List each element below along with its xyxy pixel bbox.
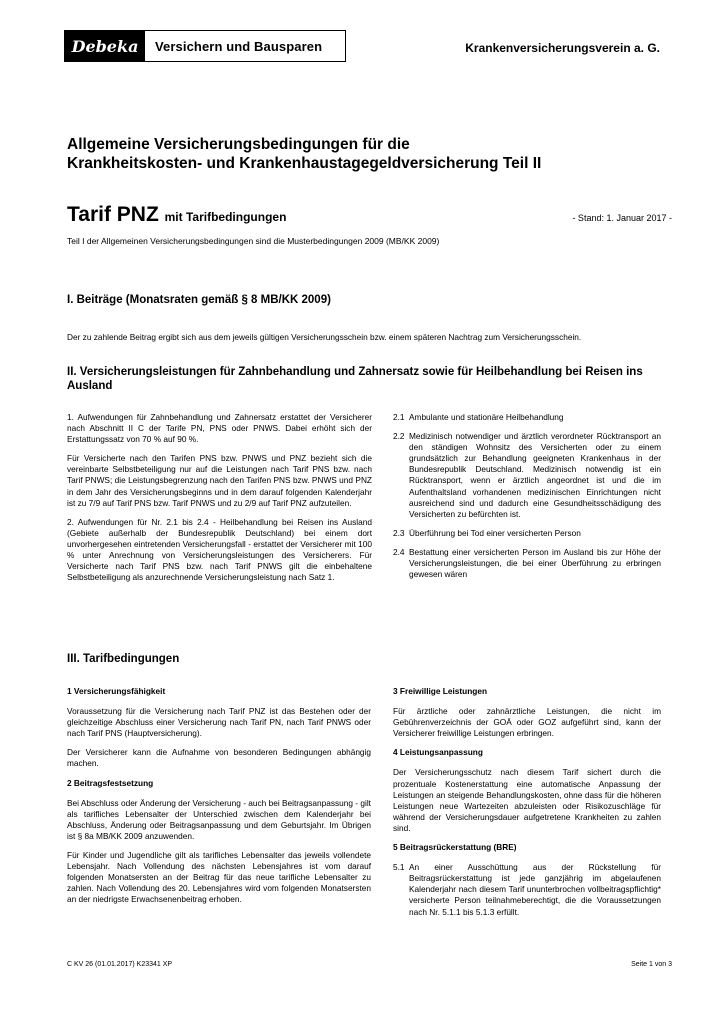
section-3-heading: III. Tarifbedingungen [67, 653, 180, 665]
subsection-heading: 3 Freiwillige Leistungen [393, 686, 488, 696]
item-text: Ambulante und stationäre Heilbehandlung [409, 412, 564, 422]
paragraph: Der Versicherungsschutz nach diesem Tarif sichert durch die prozentuale Kostenerstattung eine automatische Anpassung der Leistungen an steigende Behandlungskosten, ohne dass für die höheren Leistungen neue Wartezeiten abzuleisten oder Risikozuschläge für während der Versicherungsdauer aufgetretene Krankheiten zu zahlen sind. [393, 767, 661, 833]
section-1-text: Der zu zahlende Beitrag ergibt sich aus dem jeweils gültigen Versicherungsschein bzw. einem späteren Nachtrag zum Versicherungsschein. [67, 332, 582, 342]
company-name: Krankenversicherungsverein a. G. [465, 41, 660, 55]
stand-date: - Stand: 1. Januar 2017 - [572, 213, 672, 223]
paragraph: 1. Aufwendungen für Zahnbehandlung und Zahnersatz erstattet der Versicherer nach Abschnitt II C der Tarife PN, PNS oder PNWS. Dabei erhöht sich der Erstattungssatz von 70 % auf 90 %. [67, 412, 372, 445]
section-3-right-column [393, 686, 661, 926]
section-2-left-column [67, 412, 372, 591]
list-item [393, 431, 661, 520]
item-number: 2.3 [393, 527, 405, 538]
company-logo [64, 30, 346, 62]
paragraph: Bei Abschluss oder Änderung der Versicherung - auch bei Beitragsanpassung - gilt als tarifliches Lebensalter der Unterschied zwischen dem Kalenderjahr bei Abschluss, Änderung oder Beitragsanpassung und dem Geburtsjahr. Im Übrigen ist § 8a MB/KK 2009 anzuwenden. [67, 797, 371, 841]
item-text: Bestattung einer versicherten Person im Ausland bis zur Höhe der Versicherungsleistungen, die bei einer Überführung zu erbringen gewesen wären [409, 546, 661, 580]
subsection-heading: 5 Beitragsrückerstattung (BRE) [393, 842, 517, 853]
item-number: 5.1 [393, 862, 405, 873]
tariff-title [67, 203, 286, 227]
paragraph: 2. Aufwendungen für Nr. 2.1 bis 2.4 - Heilbehandlung bei Reisen ins Ausland (Gebiete außerhalb der Bundesrepublik Deutschland) bei einem dort unvorhergesehen eintretenden Versicherungsfall - erstattet der Versicherer mit 100 % unter Anrechnung von Versicherungsleistungen des Versicherers. Für Versicherte nach Tarif PNS bzw. nach Tarif PNWS gilt die einbehaltene Selbstbeteiligung als anzurechnende Versicherungsleistung nach Satz 1. [67, 516, 372, 583]
item-number: 2.1 [393, 412, 405, 422]
paragraph: Für Versicherte nach den Tarifen PNS bzw. PNWS und PNZ bezieht sich die vereinbarte Selbstbeteiligung nur auf die Leistungen nach Tarif PNS bzw. nach Tarif PNWS; die Leistungsbegrenzung nach den Tarifen PNS bzw. PNWS und PNZ in dem Jahr des Versicherungsbeginns und in dem darauf folgenden Kalenderjahr ist zu 7/9 auf Tarif PNS bzw. Tarif PNWS und zu 2/9 auf Tarif PNZ aufzuteilen. [67, 453, 372, 508]
logo-slogan: Versichern und Bausparen [155, 38, 323, 54]
list-item [393, 862, 661, 917]
item-text: An einer Ausschüttung aus der Rückstellung für Beitragsrückerstattung ist jede ganzjährig im abgelaufenen Kalenderjahr nach diesem Tarif ununterbrochen vollbeitragspflichtig* versicherte Person teilnahmeberechtigt, die die Voraussetzungen nach Nr. 5.1.1 bis 5.1.3 erfüllt. [409, 862, 661, 917]
item-number: 2.4 [393, 546, 405, 557]
section-3-left-column [67, 686, 371, 914]
subsection-heading: 2 Beitragsfestsetzung [67, 777, 154, 788]
item-number: 2.2 [393, 431, 405, 442]
tariff-suffix: mit Tarifbedingungen [164, 210, 287, 224]
subsection-heading: 4 Leistungsanpassung [393, 747, 483, 758]
list-item [393, 412, 661, 423]
paragraph: Der Versicherer kann die Aufnahme von besonderen Bedingungen abhängig machen. [67, 747, 371, 769]
document-title-line-2: Krankheitskosten- und Krankenhaustagegeldversicherung Teil II [67, 155, 542, 172]
tariff-name: Tarif PNZ [67, 203, 159, 226]
teil-note: Teil I der Allgemeinen Versicherungsbedingungen sind die Musterbedingungen 2009 (MB/KK 2009) [67, 236, 440, 246]
paragraph: Für ärztliche oder zahnärztliche Leistungen, die nicht im Gebührenverzeichnis der GOÄ oder GOZ aufgeführt sind, kann der Versicherer freiwillige Leistungen erbringen. [393, 706, 661, 739]
footer-page-number: Seite 1 von 3 [631, 961, 672, 968]
document-title-line-1: Allgemeine Versicherungsbedingungen für die [67, 136, 410, 153]
footer-document-code: C KV 26 (01.01.2017) K23341 XP [67, 961, 173, 968]
document-title [67, 135, 667, 173]
paragraph: Voraussetzung für die Versicherung nach Tarif PNZ ist das Bestehen oder der gleichzeitige Abschluss einer Versicherung nach Tarif PN, nach Tarif PNWS oder nach Tarif PNS (Hauptversicherung). [67, 706, 371, 739]
section-1-heading: I. Beiträge (Monatsraten gemäß § 8 MB/KK 2009) [67, 294, 331, 306]
paragraph: Für Kinder und Jugendliche gilt als tarifliches Lebensalter das jeweils vollendete Lebensjahr. Nach Vollendung des nächsten Lebensjahres ist vom darauf folgenden Monatsersten an der Beitrag für das neue tarifliche Lebensalter zu zahlen. Nach Vollendung des 20. Lebensjahres wird vom folgenden Monatsersten an der niedrigste Erwachsenenbeitrag erhoben. [67, 850, 371, 905]
item-text: Medizinisch notwendiger und ärztlich verordneter Rücktransport an den ständigen Wohnsitz des Versicherten oder zu einem grundsätzlich zur Behandlung geeigneten Krankenhaus in der Bundesrepublik Deutschland. Medizinisch notwendig ist ein Rücktransport, wenn er ärztlich angeordnet ist und die im Aufenthaltsland vorhandenen medizinischen Einrichtungen nicht ausreichend sind und dadurch eine Gesundheitsschädigung des Versicherten zu befürchten ist. [409, 431, 661, 519]
list-item [393, 528, 661, 539]
subsection-heading: 1 Versicherungsfähigkeit [67, 686, 166, 696]
item-text: Überführung bei Tod einer versicherten Person [409, 527, 581, 538]
section-2-right-column [393, 412, 661, 588]
section-2-heading: II. Versicherungsleistungen für Zahnbehandlung und Zahnersatz sowie für Heilbehandlung bei Reisen ins Ausland [67, 366, 643, 392]
list-item [393, 547, 661, 580]
logo-brand-mark: Debeka [65, 31, 145, 61]
